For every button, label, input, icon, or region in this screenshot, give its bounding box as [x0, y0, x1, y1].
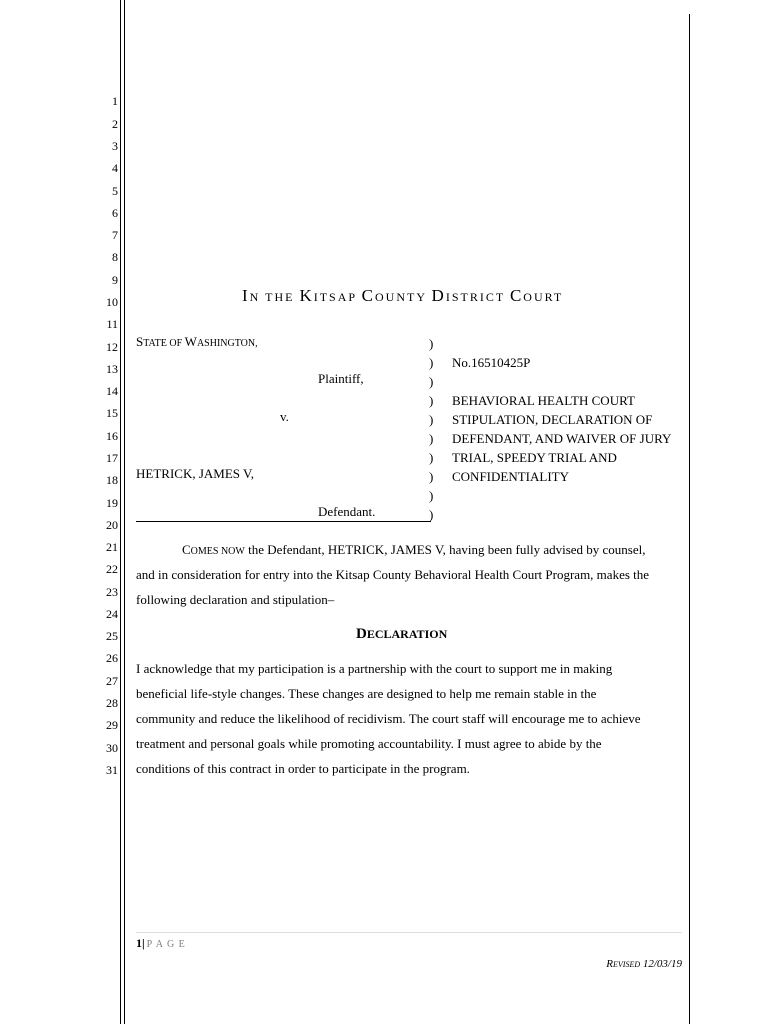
line-number: 15 [106, 406, 118, 420]
court-title-word: OURT [523, 290, 564, 304]
line-number: 6 [112, 206, 118, 220]
line-number: 27 [106, 674, 118, 688]
line-number: 22 [106, 562, 118, 576]
line-number: 12 [106, 340, 118, 354]
line-number: 26 [106, 651, 118, 665]
line-number: 1 [112, 94, 118, 108]
caption-paren: ) [429, 374, 434, 389]
caption-paren: ) [429, 488, 434, 503]
document-title-line: DEFENDANT, AND WAIVER OF JURY [452, 431, 672, 446]
line-number: 28 [106, 696, 118, 710]
caption-paren: ) [429, 450, 434, 465]
declaration-line: beneficial life-style changes. These changes are designed to help me remain stable in the [136, 686, 597, 701]
caption-paren: ) [429, 469, 434, 484]
line-number: 31 [106, 763, 118, 777]
plaintiff-party-word: TATE OF [143, 338, 185, 349]
defendant-party: HETRICK, JAMES V, [136, 466, 254, 481]
court-title-word: N THE [249, 290, 300, 304]
line-number: 30 [106, 741, 118, 755]
defendant-role: Defendant. [318, 504, 376, 519]
footer-revised-cap: R [606, 958, 614, 970]
court-title-cap: K [299, 286, 314, 305]
intro-line-2: and in consideration for entry into the Kitsap County Behavioral Health Court Program, makes the [136, 567, 650, 582]
line-number: 13 [106, 362, 118, 376]
intro-line-1 [182, 542, 646, 558]
plaintiff-role: Plaintiff, [318, 371, 364, 386]
plaintiff-party [136, 334, 258, 350]
line-number: 9 [112, 273, 118, 287]
left-margin-rule-outer [120, 0, 121, 1024]
declaration-line: conditions of this contract in order to participate in the program. [136, 761, 470, 776]
caption-paren: ) [429, 336, 434, 351]
court-title-cap: I [242, 286, 250, 305]
plaintiff-party-word: ASHINGTON, [196, 338, 258, 349]
line-number: 16 [106, 429, 118, 443]
footer-revised [606, 958, 682, 970]
line-number: 25 [106, 629, 118, 643]
caption-paren: ) [429, 431, 434, 446]
document-title-line: CONFIDENTIALITY [452, 469, 569, 484]
court-title-word: OUNTY [374, 290, 432, 304]
line-number: 11 [106, 317, 118, 331]
line-number: 20 [106, 518, 118, 532]
footer-revised-word: EVISED [613, 960, 641, 969]
versus-label: v. [280, 409, 289, 424]
line-number: 21 [106, 540, 118, 554]
court-title-word: ISTRICT [445, 290, 510, 304]
section-heading-word: ECLARATION [366, 627, 448, 641]
right-margin-rule [689, 14, 690, 1024]
line-number: 23 [106, 585, 118, 599]
line-number: 7 [112, 228, 118, 242]
footer-page-number: 1 [136, 936, 142, 950]
line-number: 24 [106, 607, 118, 621]
line-number: 10 [106, 295, 118, 309]
footer-revised-date: 12/03/19 [640, 958, 682, 970]
line-number: 3 [112, 139, 118, 153]
declaration-line: community and reduce the likelihood of recidivism. The court staff will encourage me to achieve [136, 711, 641, 726]
line-number: 4 [112, 161, 118, 175]
court-title-cap: D [431, 286, 446, 305]
left-margin-rule-inner [124, 0, 125, 1024]
intro-line-3: following declaration and stipulation– [136, 592, 335, 607]
line-number: 29 [106, 718, 118, 732]
intro-lead-cap: C [182, 542, 191, 557]
line-number: 2 [112, 117, 118, 131]
line-number: 14 [106, 384, 118, 398]
document-title-line: BEHAVIORAL HEALTH COURT [452, 393, 635, 408]
caption-paren: ) [429, 412, 434, 427]
caption-underline [136, 521, 431, 522]
case-number: No.16510425P [452, 355, 531, 370]
footer-page-label: P A G E [146, 939, 186, 950]
caption-paren: ) [429, 507, 434, 522]
footer-separator: | [142, 936, 145, 950]
section-heading-cap: D [356, 626, 367, 642]
court-title [242, 286, 563, 306]
line-number: 8 [112, 250, 118, 264]
line-number: 17 [106, 451, 118, 465]
footer-page [136, 936, 186, 951]
caption-paren: ) [429, 355, 434, 370]
line-number: 18 [106, 473, 118, 487]
intro-lead-word: OMES NOW [190, 546, 245, 557]
line-number: 19 [106, 496, 118, 510]
section-heading [356, 625, 447, 643]
plaintiff-party-cap: S [136, 334, 144, 349]
document-title-line: TRIAL, SPEEDY TRIAL AND [452, 450, 617, 465]
declaration-line: treatment and personal goals while promoting accountability. I must agree to abide by the [136, 736, 602, 751]
declaration-line: I acknowledge that my participation is a partnership with the court to support me in making [136, 661, 613, 676]
court-title-cap: C [509, 286, 524, 305]
footer-rule [136, 932, 682, 933]
line-number: 5 [112, 184, 118, 198]
document-title-line: STIPULATION, DECLARATION OF [452, 412, 653, 427]
intro-line-1-rest: the Defendant, HETRICK, JAMES V, having been fully advised by counsel, [244, 542, 646, 557]
court-title-word: ITSAP [313, 290, 362, 304]
caption-paren: ) [429, 393, 434, 408]
plaintiff-party-cap: W [184, 334, 197, 349]
court-title-cap: C [361, 286, 375, 305]
